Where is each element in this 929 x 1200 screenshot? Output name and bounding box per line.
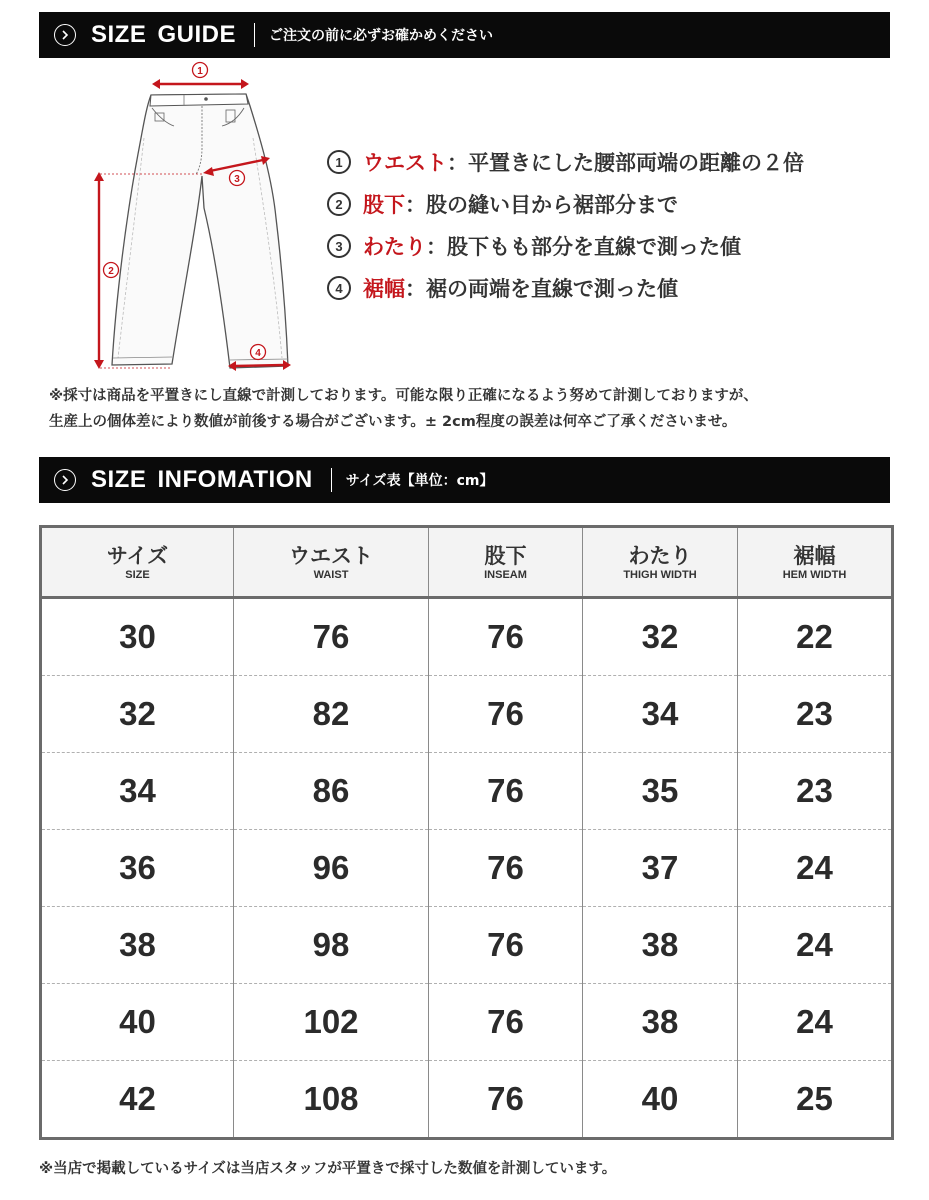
legend-item-hem — [327, 267, 804, 309]
cell-thigh: 32 — [583, 598, 738, 676]
marker-4: 4 — [255, 348, 261, 359]
cell-size: 40 — [41, 984, 234, 1061]
legend-term: 裾幅 — [363, 277, 405, 301]
size-info-header — [39, 457, 890, 503]
legend-number: 3 — [327, 234, 351, 258]
cell-hem: 24 — [738, 984, 893, 1061]
cell-thigh: 38 — [583, 907, 738, 984]
size-guide-subtitle: ご注文の前に必ずお確かめください — [269, 28, 494, 44]
header-hem-width: 裾幅 HEM WIDTH — [738, 527, 893, 598]
cell-size: 34 — [41, 753, 234, 830]
table-row — [41, 984, 893, 1061]
header-divider — [254, 23, 255, 47]
cell-thigh: 38 — [583, 984, 738, 1061]
cell-hem: 22 — [738, 598, 893, 676]
header-waist: ウエスト WAIST — [234, 527, 429, 598]
cell-hem: 23 — [738, 676, 893, 753]
table-row — [41, 753, 893, 830]
size-guide-title: SIZE GUIDE — [91, 21, 237, 48]
cell-thigh: 40 — [583, 1061, 738, 1139]
cell-thigh: 35 — [583, 753, 738, 830]
cell-inseam: 76 — [429, 676, 583, 753]
legend-description: ：平置きにした腰部両端の距離の２倍 — [447, 151, 804, 175]
legend-description: ：股の縫い目から裾部分まで — [405, 193, 678, 217]
cell-inseam: 76 — [429, 907, 583, 984]
cell-inseam: 76 — [429, 984, 583, 1061]
marker-2: 2 — [108, 266, 114, 277]
size-info-subtitle: サイズ表【単位：cm】 — [345, 473, 494, 489]
size-info-title: SIZE INFOMATION — [91, 466, 313, 493]
cell-hem: 23 — [738, 753, 893, 830]
chevron-right-icon — [54, 469, 76, 491]
cell-inseam: 76 — [429, 753, 583, 830]
cell-size: 42 — [41, 1061, 234, 1139]
cell-size: 30 — [41, 598, 234, 676]
cell-inseam: 76 — [429, 830, 583, 907]
header-thigh-width: わたり THIGH WIDTH — [583, 527, 738, 598]
legend-number: 2 — [327, 192, 351, 216]
table-row — [41, 676, 893, 753]
legend-term: 股下 — [363, 193, 405, 217]
cell-hem: 25 — [796, 1080, 833, 1117]
cell-inseam: 76 — [429, 598, 583, 676]
legend-number: 4 — [327, 276, 351, 300]
cell-waist: 96 — [234, 830, 429, 907]
legend-description: ：裾の両端を直線で測った値 — [405, 277, 678, 301]
cell-waist: 98 — [234, 907, 429, 984]
note-line: 生産上の個体差により数値が前後する場合がございます。± 2cm程度の誤差は何卒ご了承くださいませ。 — [49, 414, 737, 430]
legend-item-thigh — [327, 225, 804, 267]
cell-waist: 82 — [234, 676, 429, 753]
marker-3: 3 — [234, 174, 240, 185]
cell-waist: 76 — [234, 598, 429, 676]
note-line: ※採寸は商品を平置きにし直線で計測しております。可能な限り正確になるよう努めて計測しておりますが、 — [49, 388, 758, 404]
legend-description: ：股下もも部分を直線で測った値 — [426, 235, 741, 259]
size-guide-header — [39, 12, 890, 58]
cell-waist: 86 — [234, 753, 429, 830]
footnote: ※当店で掲載しているサイズは当店スタッフが平置きで採寸した数値を計測しています。 — [39, 1161, 617, 1177]
header-divider — [331, 468, 332, 492]
measurement-legend — [327, 141, 804, 309]
cell-hem: 24 — [738, 830, 893, 907]
legend-term: わたり — [363, 235, 426, 259]
legend-item-inseam — [327, 183, 804, 225]
size-table — [39, 525, 894, 1140]
legend-number: 1 — [327, 150, 351, 174]
legend-term: ウエスト — [363, 151, 447, 175]
table-row — [41, 830, 893, 907]
cell-size: 32 — [41, 676, 234, 753]
cell-thigh: 34 — [583, 676, 738, 753]
cell-waist: 108 — [234, 1061, 429, 1139]
cell-inseam: 76 — [429, 1061, 583, 1139]
table-row — [41, 598, 893, 676]
chevron-right-icon — [54, 24, 76, 46]
legend-item-waist — [327, 141, 804, 183]
cell-size: 36 — [41, 830, 234, 907]
pants-diagram — [78, 58, 308, 378]
cell-thigh: 37 — [583, 830, 738, 907]
marker-1: 1 — [197, 66, 203, 77]
cell-size: 38 — [41, 907, 234, 984]
table-row — [41, 907, 893, 984]
measurement-notes — [49, 383, 909, 435]
table-header-row — [41, 527, 893, 598]
cell-hem: 24 — [738, 907, 893, 984]
header-inseam: 股下 INSEAM — [429, 527, 583, 598]
header-size: サイズ SIZE — [41, 527, 234, 598]
table-row — [41, 1061, 893, 1139]
cell-waist: 102 — [234, 984, 429, 1061]
